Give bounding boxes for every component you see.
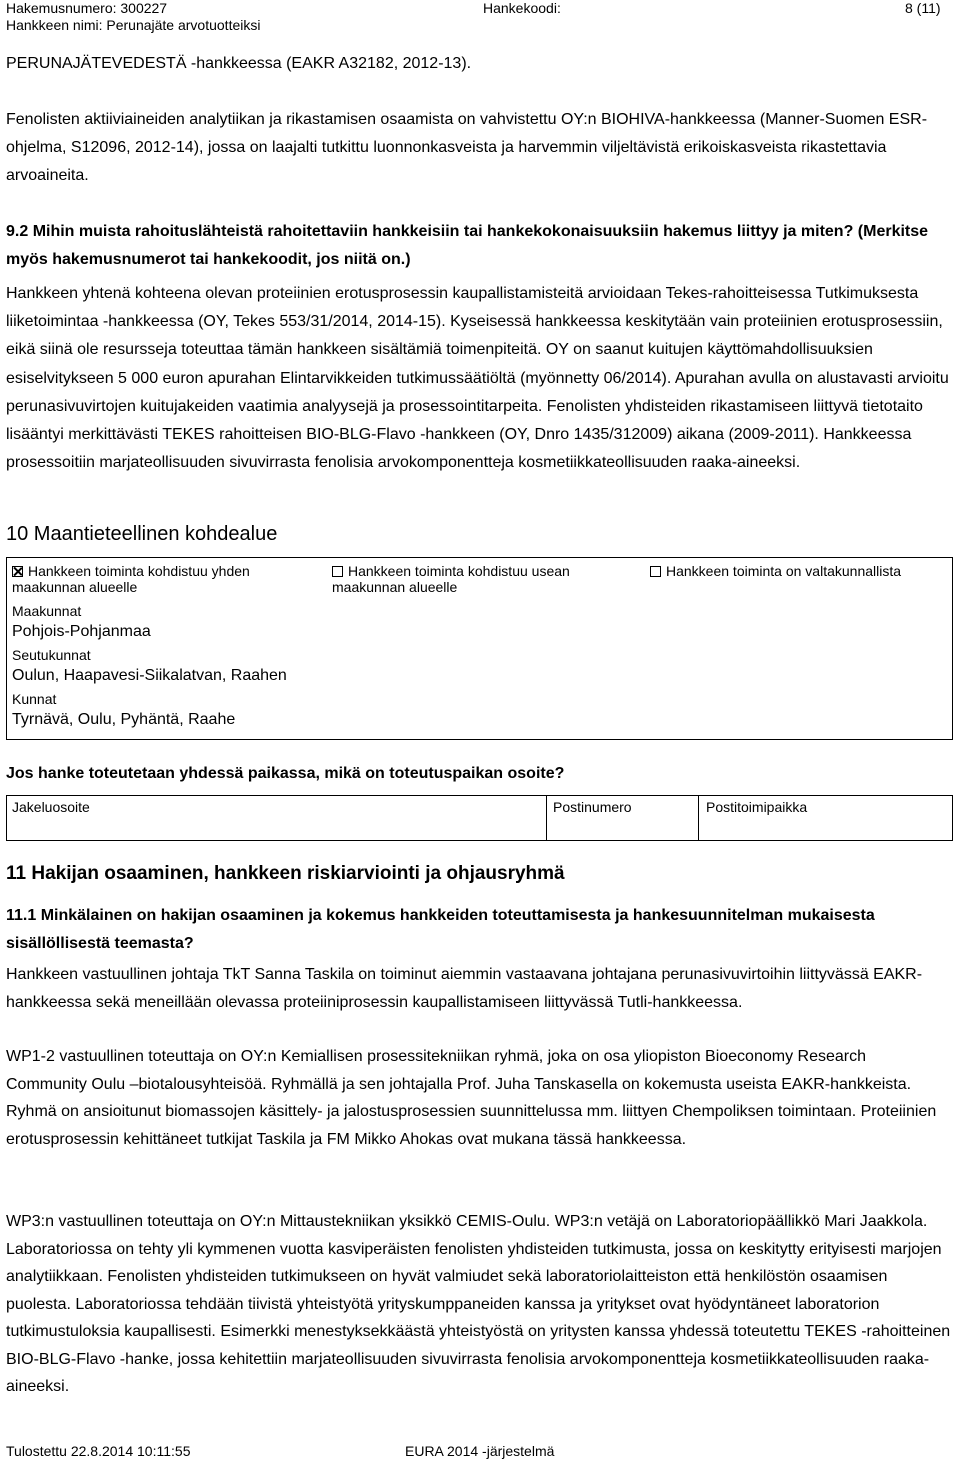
question-9-2-note: (Merkitse myös hakemusnumerot tai hankekoodit, jos niitä on.) bbox=[6, 223, 929, 269]
question-11-1: 11.1 Minkälainen on hakijan osaaminen ja kokemus hankkeiden toteuttamisesta ja hankesuunnitelman mukaisesta sisällöllisestä teemasta? bbox=[6, 907, 875, 953]
seutukunnat-label: Seutukunnat bbox=[12, 647, 91, 663]
application-number: Hakemusnumero: 300227 bbox=[6, 0, 168, 16]
checkbox-icon[interactable] bbox=[332, 566, 343, 577]
intro-paragraph: Fenolisten aktiiviaineiden analytiikan ja rikastamisen osaamista on vahvistettu OY:n BIOHIVA-hankkeessa (Manner-Suomen ESR-ohjelma, S12096, 2012-14), jossa on laajalti tutkittu luonnonkasveista ja harvemmin viljeltävistä erikoiskasveista rikastettavia arvoaineita. bbox=[6, 111, 928, 185]
option-multi-region[interactable] bbox=[332, 563, 602, 595]
question-9-2-main: 9.2 Mihin muista rahoituslähteistä rahoitettaviin hankkeisiin tai hankekokonaisuuksiin hakemus liittyy ja miten? bbox=[6, 223, 854, 240]
maakunnat-label: Maakunnat bbox=[12, 603, 82, 619]
checkbox-checked-icon[interactable] bbox=[12, 566, 23, 577]
option-national[interactable] bbox=[650, 563, 950, 579]
page-number: 8 (11) bbox=[905, 0, 941, 16]
postal-code-label: Postinumero bbox=[553, 799, 632, 815]
seutukunnat-value: Oulun, Haapavesi-Siikalatvan, Raahen bbox=[12, 667, 287, 684]
option-multi-region-label: Hankkeen toiminta kohdistuu usean maakunnan alueelle bbox=[332, 563, 570, 595]
project-name: Hankkeen nimi: Perunajäte arvotuotteiksi bbox=[6, 17, 261, 33]
project-code: Hankekoodi: bbox=[483, 0, 561, 16]
option-national-label: Hankkeen toiminta on valtakunnallista bbox=[666, 563, 902, 579]
section-10-title: 10 Maantieteellinen kohdealue bbox=[6, 523, 278, 545]
address-label: Jakeluosoite bbox=[12, 799, 90, 815]
kunnat-label: Kunnat bbox=[12, 691, 57, 707]
maakunnat-value: Pohjois-Pohjanmaa bbox=[12, 623, 151, 640]
section-11-para-3: WP3:n vastuullinen toteuttaja on OY:n Mittaustekniikan yksikkö CEMIS-Oulu. WP3:n vetäjä on Laboratoriopäällikkö Mari Jaakkola. Laboratoriossa on tehty yli kymmenen vuotta kasviperäisten fenolisten yhdisteiden tutkimusta, jossa on keskitytty erityisesti marjojen analytiikkaan. Fenolisten yhdisteiden tutkimukseen on hyvät valmiudet sekä laboratoriolaitteiston että henkilöstön osaamisen puolesta. Laboratoriossa tehdään tiivistä yhteistyötä yrityskumppaneiden kanssa ja yritykset ovat hyödyntäneet laboratorion tutkimustuloksia kaupallisesti. Esimerkki menestyksekkäästä yhteistyöstä on yritysten kanssa yhdessä toteutettu TEKES -rahoitteinen BIO-BLG-Flavo -hanke, jossa kehitettiin marjateollisuuden sivuvirrasta fenolisia arvokomponentteja kosmetiikkateollisuuden raaka-aineeksi. bbox=[6, 1213, 951, 1395]
question-9-2 bbox=[6, 218, 951, 274]
post-office-label: Postitoimipaikka bbox=[706, 799, 808, 815]
intro-line: PERUNAJÄTEVEDESTÄ -hankkeessa (EAKR A32182, 2012-13). bbox=[6, 55, 472, 72]
section-11-title: 11 Hakijan osaaminen, hankkeen riskiarviointi ja ohjausryhmä bbox=[6, 863, 565, 884]
section-11-para-2: WP1-2 vastuullinen toteuttaja on OY:n Kemiallisen prosessitekniikan ryhmä, joka on osa yliopiston Bioeconomy Research Community Oulu –biotalousyhteisöä. Ryhmällä ja sen johtajalla Prof. Juha Tanskasella on kokemusta useista EAKR-hankkeista. Ryhmä on ansioitunut biomassojen käsittely- ja jalostusprosessien suunnittelussa mm. liittyen Chempoliksen toimintaan. Proteiinien erotusprosessin kehittäneet tutkijat Taskila ja FM Mikko Ahokas ovat mukana tässä hankkeessa. bbox=[6, 1048, 937, 1148]
checkbox-icon[interactable] bbox=[650, 566, 661, 577]
section-11-para-1: Hankkeen vastuullinen johtaja TkT Sanna Taskila on toiminut aiemmin vastaavana johtajana perunasivuvirtoihin liittyvässä EAKR-hankkeessa sekä meneillään olevassa proteiiniprosessin kaupallistamiseen liittyvässä Tutli-hankkeessa. bbox=[6, 966, 923, 1011]
system-name: EURA 2014 -järjestelmä bbox=[405, 1443, 555, 1459]
location-question: Jos hanke toteutetaan yhdessä paikassa, mikä on toteutuspaikan osoite? bbox=[6, 765, 565, 782]
answer-9-2: Hankkeen yhtenä kohteena olevan proteiinien erotusprosessin kaupallistamisteitä arvioidaan Tekes-rahoitteisessa Tutkimuksesta liiketoimintaa -hankkeessa (OY, Tekes 553/31/2014, 2014-15). Kyseisessä hankkeessa keskitytään vain proteiinien erotusprosessiin, eikä siinä ole resursseja toteuttaa tämän hankkeen sisältämiä toimenpiteitä. OY on saanut kuitujen käyttömahdollisuuksien esiselvitykseen 5 000 euron apurahan Elintarvikkeiden tutkimussäätiöltä (myönnetty 06/2014). Apurahan avulla on alustavasti arvioitu perunasivuvirtojen kuitujakeiden vaatimia analyysejä ja prosessointitarpeita. Fenolisten yhdisteiden rikastamiseen liittyvä tietotaito lisääntyi merkittävästi TEKES rahoitteisen BIO-BLG-Flavo -hankkeen (OY, Dnro 1435/312009) aikana (2009-2011). Hankkeessa prosessoitiin marjateollisuuden sivuvirrasta fenolisia arvokomponentteja kosmetiikkateollisuuden raaka-aineeksi. bbox=[6, 285, 949, 472]
option-single-region[interactable] bbox=[12, 563, 282, 595]
option-single-region-label: Hankkeen toiminta kohdistuu yhden maakunnan alueelle bbox=[12, 563, 250, 595]
printed-timestamp: Tulostettu 22.8.2014 10:11:55 bbox=[6, 1443, 191, 1459]
kunnat-value: Tyrnävä, Oulu, Pyhäntä, Raahe bbox=[12, 711, 236, 728]
